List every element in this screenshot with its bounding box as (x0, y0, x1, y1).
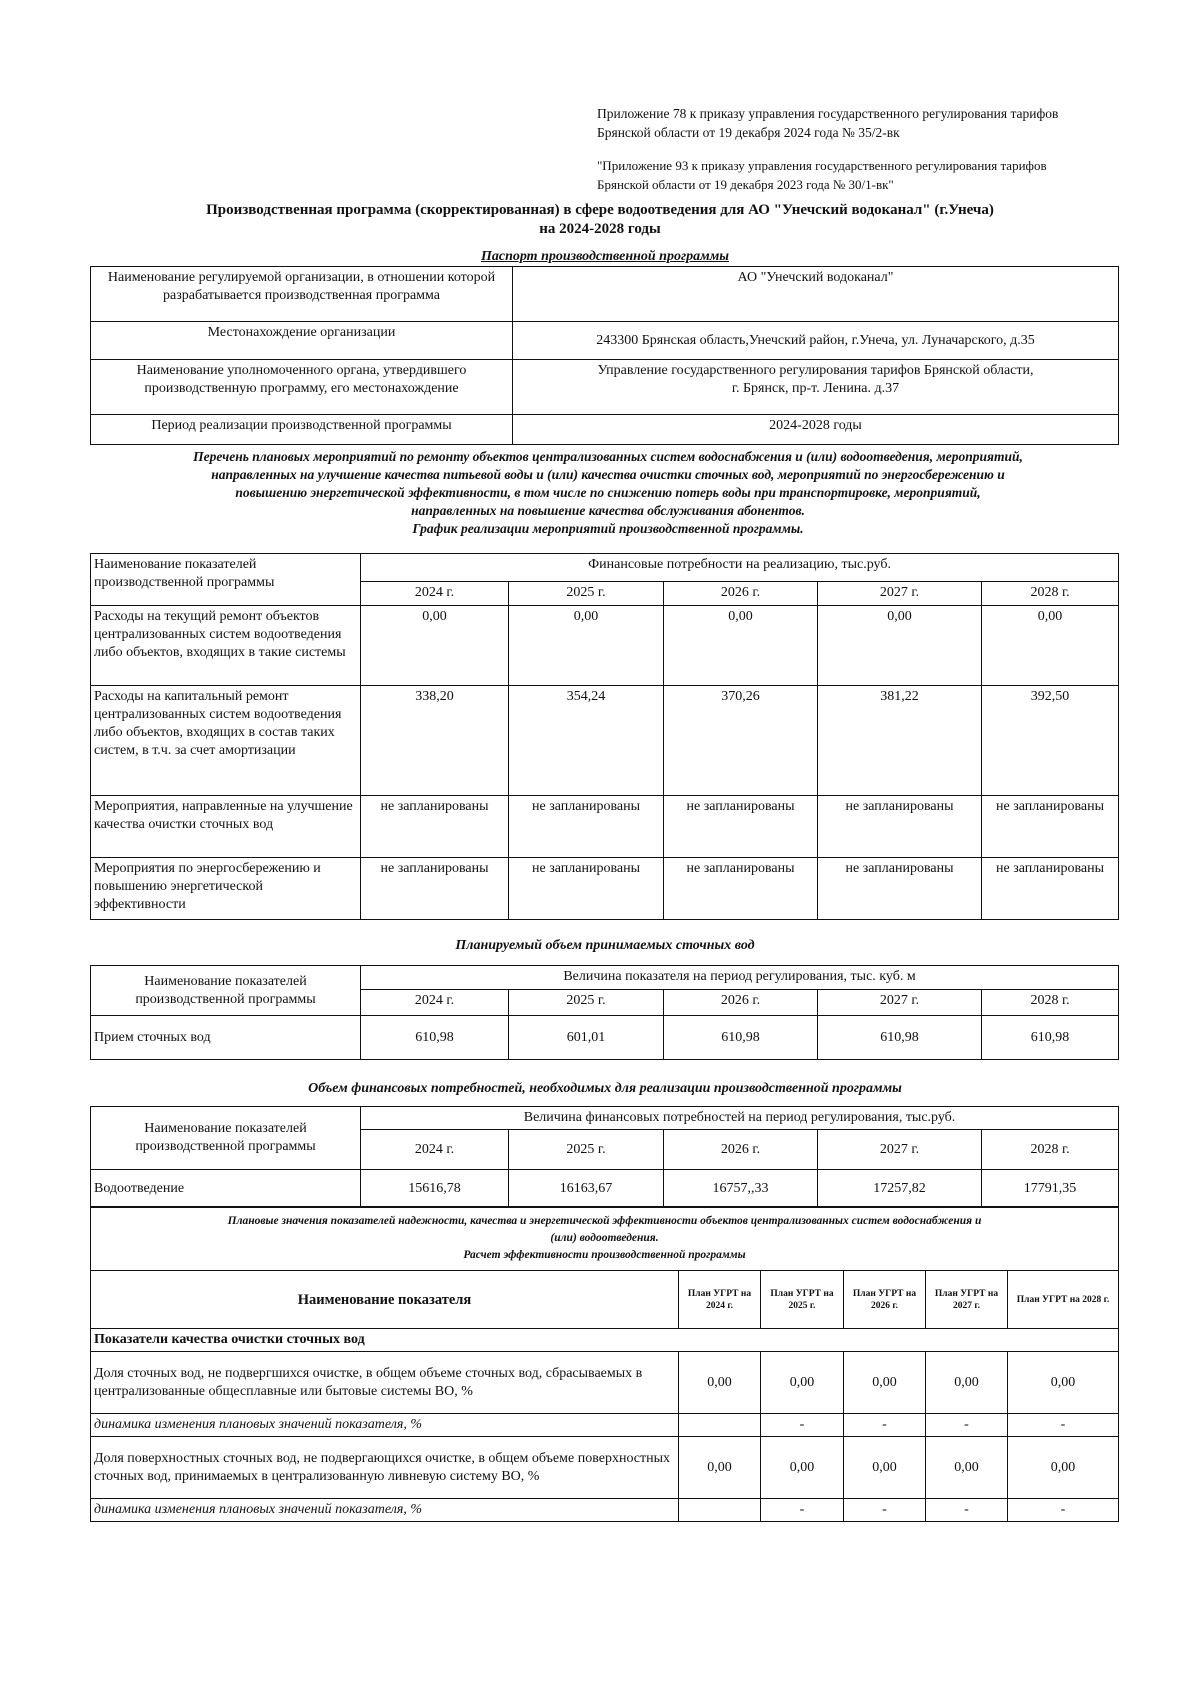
passport-value: 243300 Брянская область,Унечский район, г.Унеча, ул. Луначарского, д.35 (513, 322, 1119, 360)
year-header: 2027 г. (818, 582, 982, 606)
cell-value: 610,98 (361, 1016, 509, 1060)
efficiency-note-line3: Расчет эффективности производственной программы (463, 1249, 746, 1261)
row-name: Мероприятия, направленные на улучшение качества очистки сточных вод (91, 796, 361, 858)
plan-header: План УГРТ на 2027 г. (926, 1271, 1008, 1329)
cell-value: 0,00 (664, 606, 818, 686)
year-header: 2024 г. (361, 582, 509, 606)
row-name: Доля поверхностных сточных вод, не подвергающихся очистке, в общем объеме поверхностных сточных вод, принимаемых в централизованную ливневую систему ВО, % (91, 1437, 679, 1499)
appendix-note-1-line1: Приложение 78 к приказу управления государственного регулирования тарифов (597, 106, 1059, 121)
finance-group-header: Величина финансовых потребностей на период регулирования, тыс.руб. (361, 1107, 1119, 1130)
passport-label: Местонахождение организации (91, 322, 513, 360)
cell-value: 0,00 (844, 1352, 926, 1414)
year-header: 2025 г. (509, 582, 664, 606)
cell-value: не запланированы (664, 796, 818, 858)
cell-value: не запланированы (509, 858, 664, 920)
cell-value: 17257,82 (818, 1170, 982, 1208)
efficiency-note-line2: (или) водоотведения. (550, 1232, 659, 1244)
row-name: Расходы на капитальный ремонт централизованных систем водоотведения либо объектов, входящих в состав таких систем, в т.ч. за счет амортизации (91, 686, 361, 796)
cell-value (679, 1499, 761, 1522)
row-name: Расходы на текущий ремонт объектов централизованных систем водоотведения либо объектов, входящих в такие системы (91, 606, 361, 686)
cell-value: 0,00 (361, 606, 509, 686)
finance-title: Объем финансовых потребностей, необходимых для реализации производственной программы (308, 1081, 902, 1096)
cell-value: 610,98 (818, 1016, 982, 1060)
appendix-note-1 (597, 104, 1157, 142)
measures-col-header: Наименование показателей производственной программы (91, 554, 361, 606)
cell-value: не запланированы (818, 796, 982, 858)
measures-intro-line1: Перечень плановых мероприятий по ремонту объектов централизованных систем водоснабжения и (или) водоотведения, мероприятий, (193, 449, 1023, 464)
cell-value: не запланированы (982, 796, 1119, 858)
efficiency-note-line1: Плановые значения показателей надежности, качества и энергетической эффективности объектов централизованных систем водоснабжения и (227, 1215, 982, 1227)
year-header: 2028 г. (982, 1130, 1119, 1170)
passport-value (513, 360, 1119, 415)
cell-value: не запланированы (509, 796, 664, 858)
cell-value: 16757,,33 (664, 1170, 818, 1208)
year-header: 2025 г. (509, 990, 664, 1016)
document-title (60, 201, 1140, 239)
cell-value: - (761, 1414, 844, 1437)
year-header: 2027 г. (818, 990, 982, 1016)
finance-header-row (91, 1107, 1119, 1130)
efficiency-header-row (91, 1271, 1119, 1329)
year-header: 2026 г. (664, 582, 818, 606)
cell-value: 381,22 (818, 686, 982, 796)
cell-value: - (926, 1499, 1008, 1522)
cell-value: 15616,78 (361, 1170, 509, 1208)
measures-intro-line5: График реализации мероприятий производственной программы. (412, 521, 804, 536)
table-row (91, 1170, 1119, 1208)
cell-value: 338,20 (361, 686, 509, 796)
measures-intro-line4: направленных на повышение качества обслуживания абонентов. (411, 503, 805, 518)
measures-group-header: Финансовые потребности на реализацию, тыс.руб. (361, 554, 1119, 582)
row-name: Прием сточных вод (91, 1016, 361, 1060)
efficiency-section-row (91, 1329, 1119, 1352)
table-row (91, 686, 1119, 796)
year-header: 2025 г. (509, 1130, 664, 1170)
row-name: динамика изменения плановых значений показателя, % (91, 1499, 679, 1522)
finance-col-header: Наименование показателей производственной программы (91, 1107, 361, 1170)
cell-value: 610,98 (982, 1016, 1119, 1060)
cell-value: 392,50 (982, 686, 1119, 796)
row-name: динамика изменения плановых значений показателя, % (91, 1414, 679, 1437)
year-header: 2028 г. (982, 990, 1119, 1016)
row-name: Водоотведение (91, 1170, 361, 1208)
year-header: 2027 г. (818, 1130, 982, 1170)
volume-col-header: Наименование показателей производственной программы (91, 966, 361, 1016)
table-row (91, 1016, 1119, 1060)
cell-value: не запланированы (982, 858, 1119, 920)
year-header: 2024 г. (361, 990, 509, 1016)
document-title-line1: Производственная программа (скорректированная) в сфере водоотведения для АО "Унечский водоканал" (г.Унеча) (206, 202, 994, 218)
cell-value: 0,00 (982, 606, 1119, 686)
passport-table (90, 266, 1119, 445)
passport-title: Паспорт производственной программы (480, 249, 730, 264)
cell-value: 354,24 (509, 686, 664, 796)
document-title-line2: на 2024-2028 годы (539, 221, 661, 237)
measures-header-row (91, 554, 1119, 582)
volume-group-header: Величина показателя на период регулирования, тыс. куб. м (361, 966, 1119, 990)
passport-value: 2024-2028 годы (513, 415, 1119, 445)
table-row (91, 1437, 1119, 1499)
cell-value: 0,00 (761, 1437, 844, 1499)
cell-value: - (844, 1414, 926, 1437)
volume-title: Планируемый объем принимаемых сточных вод (455, 938, 755, 953)
cell-value: 0,00 (679, 1437, 761, 1499)
table-row (91, 1499, 1119, 1522)
efficiency-col-header: Наименование показателя (91, 1271, 679, 1329)
appendix-note-1-line2: Брянской области от 19 декабря 2024 года № 35/2-вк (597, 125, 900, 140)
passport-label: Период реализации производственной программы (91, 415, 513, 445)
appendix-note-2-line1: "Приложение 93 к приказу управления государственного регулирования тарифов (597, 158, 1047, 173)
cell-value: - (844, 1499, 926, 1522)
cell-value: - (926, 1414, 1008, 1437)
table-row (91, 1352, 1119, 1414)
cell-value: не запланированы (361, 858, 509, 920)
plan-header: План УГРТ на 2026 г. (844, 1271, 926, 1329)
cell-value: 0,00 (926, 1352, 1008, 1414)
passport-label: Наименование уполномоченного органа, утвердившего производственную программу, его местонахождение (91, 360, 513, 415)
cell-value: - (1008, 1414, 1119, 1437)
cell-value: 0,00 (844, 1437, 926, 1499)
volume-table (90, 965, 1119, 1060)
measures-intro-line2: направленных на улучшение качества питьевой воды и (или) качества очистки сточных вод, мероприятий по энергосбережению и (211, 467, 1005, 482)
finance-table (90, 1106, 1119, 1208)
year-header: 2024 г. (361, 1130, 509, 1170)
cell-value: 0,00 (1008, 1437, 1119, 1499)
cell-value: 17791,35 (982, 1170, 1119, 1208)
year-header: 2026 г. (664, 990, 818, 1016)
year-header: 2026 г. (664, 1130, 818, 1170)
table-row (91, 1414, 1119, 1437)
cell-value: 0,00 (818, 606, 982, 686)
cell-value: 0,00 (1008, 1352, 1119, 1414)
efficiency-note (91, 1207, 1119, 1271)
cell-value: не запланированы (664, 858, 818, 920)
cell-value: 16163,67 (509, 1170, 664, 1208)
passport-row (91, 267, 1119, 322)
plan-header: План УГРТ на 2025 г. (761, 1271, 844, 1329)
table-row (91, 858, 1119, 920)
table-row (91, 796, 1119, 858)
cell-value: 601,01 (509, 1016, 664, 1060)
passport-label: Наименование регулируемой организации, в отношении которой разрабатывается производственная программа (91, 267, 513, 322)
plan-header: План УГРТ на 2024 г. (679, 1271, 761, 1329)
passport-row (91, 415, 1119, 445)
efficiency-note-row (91, 1207, 1119, 1271)
measures-intro (88, 448, 1128, 538)
cell-value: 370,26 (664, 686, 818, 796)
passport-row (91, 322, 1119, 360)
cell-value: - (1008, 1499, 1119, 1522)
volume-header-row (91, 966, 1119, 990)
plan-header: План УГРТ на 2028 г. (1008, 1271, 1119, 1329)
cell-value: не запланированы (818, 858, 982, 920)
cell-value: 0,00 (926, 1437, 1008, 1499)
appendix-note-2-line2: Брянской области от 19 декабря 2023 года № 30/1-вк" (597, 177, 894, 192)
row-name: Доля сточных вод, не подвергшихся очистке, в общем объеме сточных вод, сбрасываемых в централизованные общесплавные или бытовые системы ВО, % (91, 1352, 679, 1414)
year-header: 2028 г. (982, 582, 1119, 606)
cell-value: 0,00 (761, 1352, 844, 1414)
cell-value (679, 1414, 761, 1437)
cell-value: не запланированы (361, 796, 509, 858)
measures-table (90, 553, 1119, 920)
cell-value: 610,98 (664, 1016, 818, 1060)
cell-value: 0,00 (509, 606, 664, 686)
cell-value: 0,00 (679, 1352, 761, 1414)
appendix-note-2 (597, 156, 1157, 194)
table-row (91, 606, 1119, 686)
efficiency-section-title: Показатели качества очистки сточных вод (91, 1329, 1119, 1352)
efficiency-table (90, 1206, 1119, 1522)
measures-intro-line3: повышению энергетической эффективности, в том числе по снижению потерь воды при транспортировке, мероприятий, (235, 485, 981, 500)
row-name: Мероприятия по энергосбережению и повышению энергетической эффективности (91, 858, 361, 920)
passport-value-line2: г. Брянск, пр-т. Ленина. д.37 (731, 381, 900, 396)
passport-value-line1: Управление государственного регулирования тарифов Брянской области, (597, 363, 1034, 378)
cell-value: - (761, 1499, 844, 1522)
passport-row (91, 360, 1119, 415)
passport-value: АО "Унечский водоканал" (513, 267, 1119, 322)
